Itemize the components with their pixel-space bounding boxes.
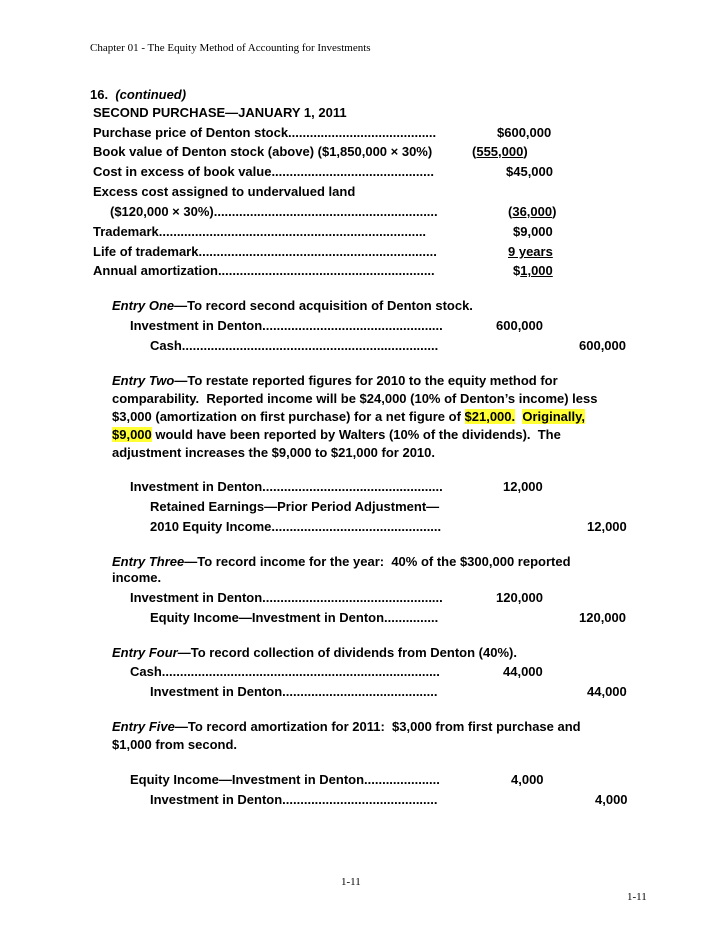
entry-description: —To record income for the year: 40% of the $300,000 reported	[184, 554, 571, 569]
credit-account: Equity Income—Investment in Denton...............	[150, 610, 439, 625]
debit-account: Cash.............................................................................	[130, 664, 440, 679]
schedule-label: Purchase price of Denton stock.........................................	[93, 125, 437, 140]
schedule-label: ($120,000 × 30%)..............................................................	[110, 204, 438, 219]
entry-four-heading	[112, 645, 517, 661]
entry-label: Entry Five	[112, 719, 175, 734]
credit-account: 2010 Equity Income...............................................	[150, 519, 442, 534]
entry-five-heading	[112, 719, 581, 735]
schedule-amount: (36,000)	[508, 204, 557, 219]
entry-description: —To restate reported figures for 2010 to the equity method for	[174, 373, 558, 388]
entry-description	[112, 409, 585, 425]
schedule-amount-underlined: 555,000	[476, 144, 524, 159]
entry-description: income.	[112, 570, 162, 585]
schedule-amount: $600,000	[497, 125, 552, 140]
schedule-label: Excess cost assigned to undervalued land	[93, 184, 356, 199]
credit-account: Retained Earnings—Prior Period Adjustment—	[150, 499, 440, 514]
schedule-amount: $45,000	[506, 164, 553, 179]
entry-label: Entry Three	[112, 554, 185, 569]
problem-continued: (continued)	[115, 87, 187, 102]
problem-number: 16.	[90, 87, 109, 102]
entry-description: —To record second acquisition of Denton stock.	[174, 298, 473, 313]
schedule-amount-underlined: 1,000	[520, 263, 553, 278]
credit-account: Investment in Denton...........................................	[150, 792, 438, 807]
debit-account: Investment in Denton..................................................	[130, 479, 443, 494]
credit-account: Cash.......................................................................	[150, 338, 439, 353]
entry-two-heading	[112, 373, 558, 389]
entry-text: would have been reported by Walters (10% of the dividends). The	[151, 427, 561, 442]
entry-label: Entry Four	[112, 645, 178, 660]
debit-amount: 4,000	[511, 772, 544, 787]
page-number-right: 1-11	[627, 891, 647, 903]
entry-text: $3,000 (amortization on first purchase) for a net figure of	[112, 409, 465, 424]
debit-account: Investment in Denton..................................................	[130, 590, 443, 605]
entry-one-heading	[112, 298, 473, 314]
entry-label: Entry Two	[112, 373, 175, 388]
credit-amount: 4,000	[595, 792, 628, 807]
highlighted-text: Originally,	[522, 409, 585, 424]
highlighted-text: $21,000.	[464, 409, 516, 424]
schedule-amount: (555,000)	[472, 144, 528, 159]
schedule-label: Cost in excess of book value.............................................	[93, 164, 434, 179]
entry-description: $1,000 from second.	[112, 737, 237, 752]
credit-amount: 12,000	[587, 519, 627, 534]
schedule-amount: $9,000	[513, 224, 553, 239]
debit-amount: 120,000	[496, 590, 543, 605]
entry-description: comparability. Reported income will be $24,000 (10% of Denton’s income) less	[112, 391, 598, 406]
highlighted-text: $9,000	[112, 427, 152, 442]
schedule-label: Annual amortization............................................................	[93, 263, 435, 278]
debit-account: Equity Income—Investment in Denton.....................	[130, 772, 440, 787]
entry-description: —To record collection of dividends from Denton (40%).	[177, 645, 517, 660]
schedule-amount: $1,000	[513, 263, 553, 278]
debit-account: Investment in Denton..................................................	[130, 318, 443, 333]
debit-amount: 44,000	[503, 664, 543, 679]
credit-amount: 44,000	[587, 684, 627, 699]
schedule-label: Life of trademark..................................................................	[93, 244, 437, 259]
credit-amount: 600,000	[579, 338, 626, 353]
entry-description: —To record amortization for 2011: $3,000 from first purchase and	[174, 719, 581, 734]
running-header: Chapter 01 - The Equity Method of Accounting for Investments	[90, 42, 371, 54]
credit-amount: 120,000	[579, 610, 626, 625]
page-number-center: 1-11	[341, 876, 361, 888]
schedule-amount: 9 years	[508, 244, 553, 259]
section-title: SECOND PURCHASE—JANUARY 1, 2011	[93, 105, 347, 120]
entry-three-heading	[112, 554, 571, 570]
credit-account: Investment in Denton...........................................	[150, 684, 438, 699]
entry-description	[112, 427, 561, 443]
debit-amount: 12,000	[503, 479, 543, 494]
schedule-label: Trademark..........................................................................	[93, 224, 427, 239]
schedule-label: Book value of Denton stock (above) ($1,850,000 × 30%)	[93, 144, 433, 159]
schedule-amount-underlined: 36,000	[512, 204, 553, 219]
entry-label: Entry One	[112, 298, 175, 313]
problem-heading	[90, 87, 186, 103]
entry-description: adjustment increases the $9,000 to $21,000 for 2010.	[112, 445, 436, 460]
debit-amount: 600,000	[496, 318, 543, 333]
